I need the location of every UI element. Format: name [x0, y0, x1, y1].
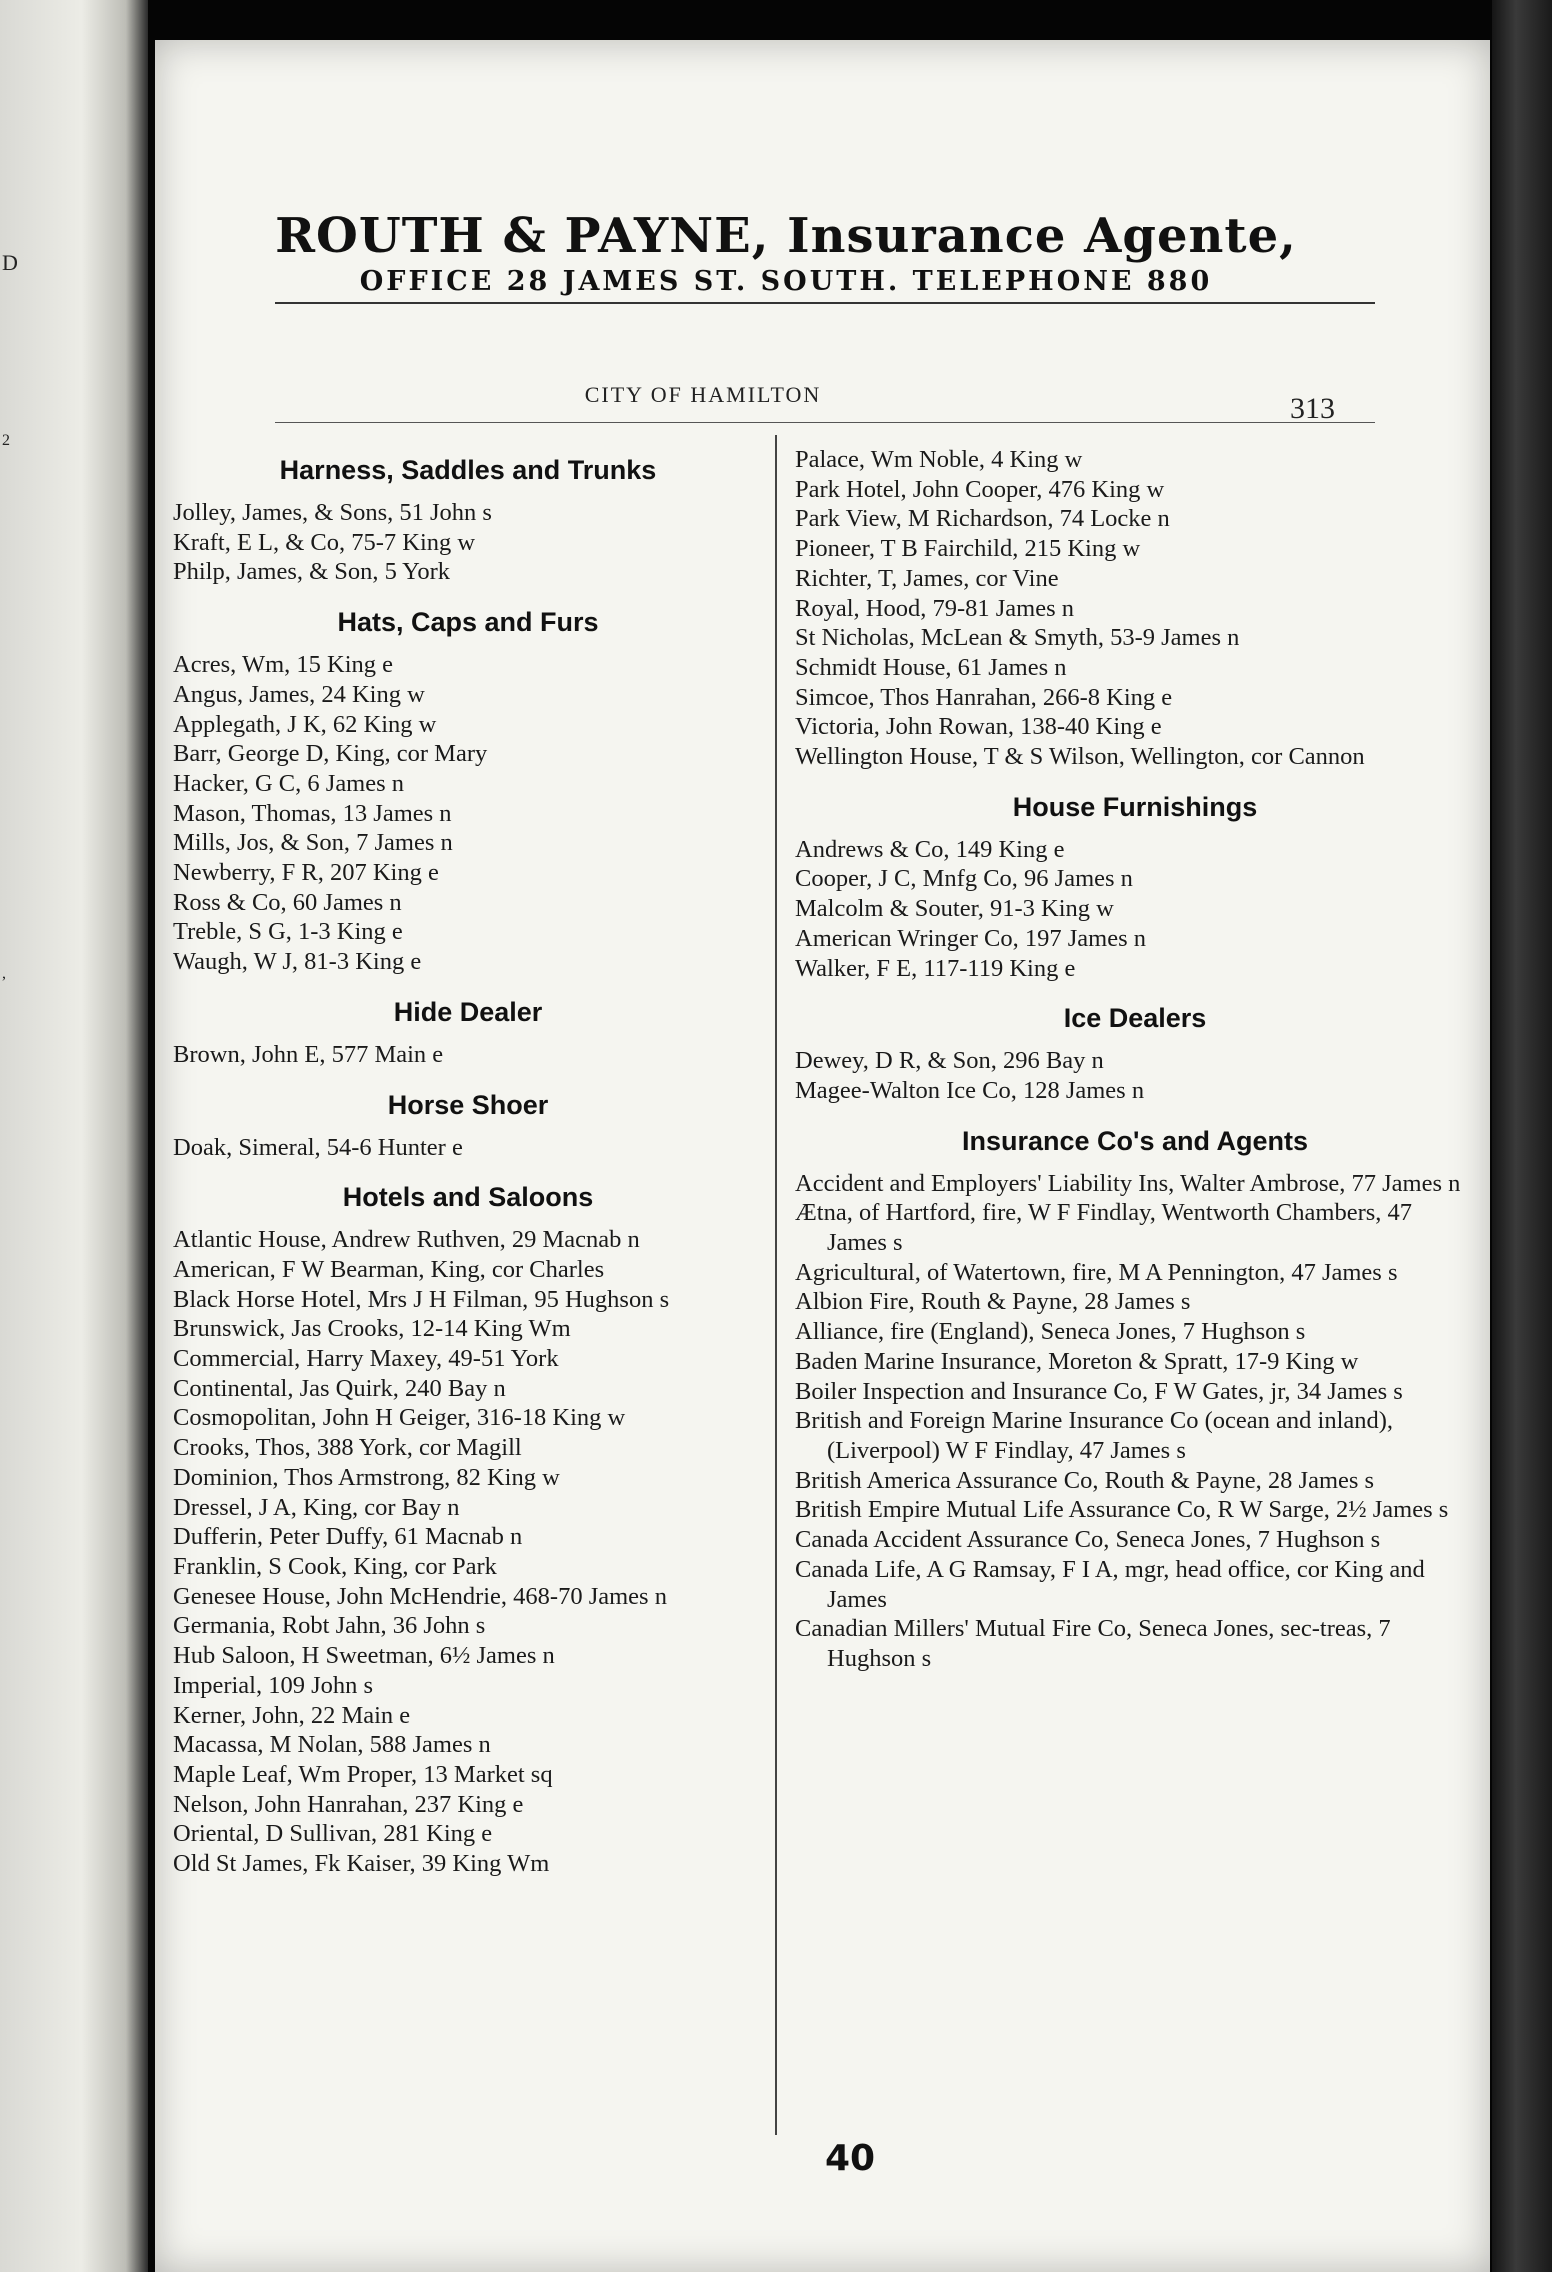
directory-entry: Waugh, W J, 81-3 King e: [173, 948, 422, 976]
section-heading: Ice Dealers: [1063, 1003, 1207, 1034]
binding-edge: [1492, 0, 1552, 2272]
section-heading: Hotels and Saloons: [342, 1182, 594, 1213]
directory-entry: Crooks, Thos, 388 York, cor Magill: [173, 1434, 522, 1462]
section-heading: Harness, Saddles and Trunks: [279, 455, 657, 485]
directory-entry: Walker, F E, 117-119 King e: [795, 954, 1076, 982]
directory-entry: Newberry, F R, 207 King e: [173, 859, 439, 887]
directory-entry: Acres, Wm, 15 King e: [173, 651, 393, 679]
directory-entry: Doak, Simeral, 54-6 Hunter e: [173, 1133, 463, 1161]
directory-entry: Hacker, G C, 6 James n: [173, 769, 405, 797]
directory-entry: Hub Saloon, H Sweetman, 6½ James n: [173, 1642, 555, 1670]
directory-entry: American Wringer Co, 197 James n: [795, 924, 1147, 952]
directory-entry: Magee-Walton Ice Co, 128 James n: [795, 1076, 1145, 1104]
directory-entry: Royal, Hood, 79-81 James n: [795, 594, 1074, 622]
column-divider: [775, 435, 777, 2135]
margin-fragment: D: [2, 250, 18, 275]
header-rule: [275, 422, 1375, 423]
section-heading: Horse Shoer: [387, 1089, 549, 1120]
directory-entry: Applegath, J K, 62 King w: [173, 710, 437, 738]
directory-entry: Wellington House, T & S Wilson, Wellington, cor Cannon: [795, 743, 1365, 771]
directory-entry: Canada Accident Assurance Co, Seneca Jones, 7 Hughson s: [795, 1526, 1381, 1554]
directory-entry: Cosmopolitan, John H Geiger, 316-18 King w: [173, 1404, 626, 1432]
section-heading: Insurance Co's and Agents: [962, 1125, 1308, 1156]
directory-entry: Germania, Robt Jahn, 36 John s: [173, 1612, 486, 1640]
directory-entry: Nelson, John Hanrahan, 237 King e: [173, 1790, 524, 1818]
directory-entry: Schmidt House, 61 James n: [795, 653, 1067, 681]
footer-number: 40: [825, 2138, 876, 2179]
section-heading: Hide Dealer: [393, 996, 543, 1027]
directory-entry: Cooper, J C, Mnfg Co, 96 James n: [795, 865, 1133, 893]
banner-address: OFFICE 28 JAMES ST. SOUTH. TELEPHONE 880: [359, 266, 1213, 297]
directory-entry: Treble, S G, 1-3 King e: [173, 918, 403, 946]
directory-page: [155, 40, 1490, 2272]
directory-entry: Malcolm & Souter, 91-3 King w: [795, 895, 1114, 923]
directory-entry: Brown, John E, 577 Main e: [173, 1040, 444, 1068]
directory-entry: St Nicholas, McLean & Smyth, 53-9 James n: [795, 624, 1240, 652]
directory-entry: Kerner, John, 22 Main e: [173, 1701, 411, 1729]
margin-fragment: ,: [2, 965, 6, 982]
directory-entry: Dressel, J A, King, cor Bay n: [173, 1493, 460, 1521]
page-number: 313: [1290, 392, 1335, 425]
directory-entry: Imperial, 109 John s: [173, 1671, 374, 1699]
section-heading: Hats, Caps and Furs: [337, 607, 599, 638]
directory-entry: Victoria, John Rowan, 138-40 King e: [795, 713, 1162, 741]
section-heading: House Furnishings: [1012, 791, 1258, 822]
directory-entry: Alliance, fire (England), Seneca Jones, 7 Hughson s: [795, 1318, 1306, 1346]
directory-entry: Genesee House, John McHendrie, 468-70 James n: [173, 1582, 667, 1610]
directory-entry: Black Horse Hotel, Mrs J H Filman, 95 Hughson s: [173, 1285, 670, 1313]
directory-entry: Baden Marine Insurance, Moreton & Spratt, 17-9 King w: [795, 1347, 1359, 1375]
directory-entry: Philp, James, & Son, 5 York: [173, 558, 451, 586]
right-column: [795, 445, 1475, 1684]
adjacent-page-edge: [0, 0, 148, 2272]
directory-entry: Mills, Jos, & Son, 7 James n: [173, 829, 453, 857]
left-column: [173, 445, 763, 1889]
directory-entry: Dufferin, Peter Duffy, 61 Macnab n: [173, 1523, 523, 1551]
directory-entry: Barr, George D, King, cor Mary: [173, 740, 488, 768]
directory-entry: Park Hotel, John Cooper, 476 King w: [795, 475, 1165, 503]
directory-entry: Dominion, Thos Armstrong, 82 King w: [173, 1463, 560, 1491]
directory-entry: Palace, Wm Noble, 4 King w: [795, 446, 1083, 473]
directory-entry: Simcoe, Thos Hanrahan, 266-8 King e: [795, 683, 1173, 711]
directory-entry: Richter, T, James, cor Vine: [795, 564, 1059, 592]
directory-entry: Jolley, James, & Sons, 51 John s: [173, 499, 492, 526]
directory-entry: American, F W Bearman, King, cor Charles: [173, 1255, 605, 1283]
directory-entry: Agricultural, of Watertown, fire, M A Pennington, 47 James s: [795, 1258, 1398, 1286]
directory-entry: Ross & Co, 60 James n: [173, 888, 402, 916]
margin-fragment: 2: [2, 432, 10, 449]
directory-entry: Kraft, E L, & Co, 75-7 King w: [173, 528, 476, 556]
directory-entry: British and Foreign Marine Insurance Co (ocean and inland), (Liverpool) W F Findlay, 47 James s: [795, 1407, 1394, 1464]
directory-entry: Canadian Millers' Mutual Fire Co, Seneca Jones, sec-treas, 7 Hughson s: [795, 1615, 1391, 1672]
directory-entry: Macassa, M Nolan, 588 James n: [173, 1731, 491, 1759]
directory-entry: Park View, M Richardson, 74 Locke n: [795, 505, 1170, 533]
directory-entry: Atlantic House, Andrew Ruthven, 29 Macnab n: [173, 1226, 640, 1254]
directory-entry: Pioneer, T B Fairchild, 215 King w: [795, 535, 1141, 563]
directory-entry: Canada Life, A G Ramsay, F I A, mgr, head office, cor King and James: [795, 1555, 1425, 1613]
directory-entry: Maple Leaf, Wm Proper, 13 Market sq: [173, 1760, 553, 1788]
advertisement-banner: [155, 208, 1417, 297]
directory-entry: Brunswick, Jas Crooks, 12-14 King Wm: [173, 1315, 571, 1343]
directory-entry: British America Assurance Co, Routh & Payne, 28 James s: [795, 1466, 1375, 1494]
banner-rule: [275, 302, 1375, 304]
directory-entry: Accident and Employers' Liability Ins, Walter Ambrose, 77 James n: [795, 1169, 1461, 1197]
directory-entry: Old St James, Fk Kaiser, 39 King Wm: [173, 1850, 550, 1878]
directory-entry: Continental, Jas Quirk, 240 Bay n: [173, 1374, 506, 1402]
directory-entry: British Empire Mutual Life Assurance Co, R W Sarge, 2½ James s: [795, 1496, 1449, 1524]
directory-entry: Oriental, D Sullivan, 281 King e: [173, 1820, 493, 1848]
directory-entry: Commercial, Harry Maxey, 49-51 York: [173, 1345, 559, 1373]
directory-entry: Albion Fire, Routh & Payne, 28 James s: [795, 1288, 1191, 1316]
directory-entry: Boiler Inspection and Insurance Co, F W Gates, jr, 34 James s: [795, 1377, 1403, 1405]
directory-entry: Andrews & Co, 149 King e: [795, 835, 1065, 863]
banner-title: ROUTH & PAYNE, Insurance Agente,: [275, 208, 1297, 264]
directory-entry: Ætna, of Hartford, fire, W F Findlay, Wentworth Chambers, 47 James s: [795, 1199, 1413, 1257]
running-head: CITY OF HAMILTON: [584, 382, 822, 407]
directory-entry: Mason, Thomas, 13 James n: [173, 799, 452, 827]
directory-entry: Angus, James, 24 King w: [173, 680, 425, 708]
directory-entry: Dewey, D R, & Son, 296 Bay n: [795, 1047, 1104, 1075]
directory-entry: Franklin, S Cook, King, cor Park: [173, 1552, 497, 1580]
